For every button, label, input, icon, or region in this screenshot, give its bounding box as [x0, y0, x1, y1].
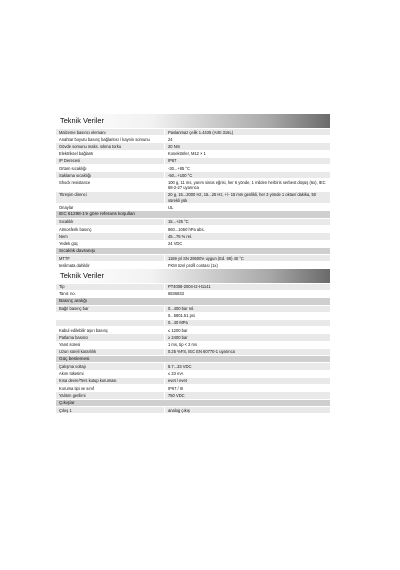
table-row: [56, 392, 330, 398]
row-value: ≥ 2400 bar: [164, 334, 330, 340]
row-value: 20 Nm: [164, 143, 330, 149]
table-row: [56, 320, 330, 326]
row-label: Çıkış 1: [59, 407, 72, 413]
table-row: [56, 306, 330, 312]
table-row: [56, 165, 330, 171]
table-row: [56, 327, 330, 333]
row-value: 15...+25 °C: [164, 219, 330, 225]
row-value: UL: [164, 204, 330, 210]
row-value: 0...5801.51 psi: [164, 313, 330, 319]
row-value: PT4008-2004-I2-H1141: [164, 284, 330, 290]
table-row: [56, 179, 330, 190]
row-value: Paslanmaz çelik 1.4435 (AISI 316L): [164, 129, 330, 135]
row-label: Titreşim direnci: [59, 192, 87, 198]
row-value: ≤ 1200 bar: [164, 327, 330, 333]
table-row: [56, 226, 330, 232]
table-row: [56, 407, 330, 413]
row-value: IP67: [164, 158, 330, 164]
spec-table-reference: [56, 219, 330, 247]
table-row: [56, 371, 330, 377]
row-label: [56, 313, 164, 319]
row-value: 0.25 %FS, IEC EN 60770-1 uyarınca: [164, 349, 330, 355]
table-row: [56, 136, 330, 142]
row-value: evet / evet: [164, 378, 330, 384]
row-label: Onaylar: [59, 204, 74, 210]
table-row: [56, 129, 330, 135]
row-label: Gövde somunu maks. sıkma torku: [59, 143, 122, 149]
row-label: Koruma tipi ve sınıf: [59, 385, 95, 391]
row-value: 0...40 MPa: [164, 320, 330, 326]
table-row: [56, 349, 330, 355]
row-label: Kabul edilebilir aşırı basınç: [59, 327, 108, 333]
row-value: Konektörler, M12 × 1: [164, 151, 330, 157]
row-label: Anahtar boyutu basınç bağlantısı / kaynin somunu: [59, 136, 150, 142]
row-label: IP Derecesi: [59, 158, 81, 164]
table-row: [56, 151, 330, 157]
row-label: MTTF: [59, 255, 70, 261]
spec-table-general: [56, 129, 330, 210]
table-row: [56, 233, 330, 239]
table-row: [56, 192, 330, 203]
row-label: Tanıt. no.: [59, 291, 76, 297]
section-title-band: [56, 114, 330, 128]
row-value: 24: [164, 136, 330, 142]
row-label: Kısa devre/Ters kutup koruması: [59, 378, 117, 384]
row-value: 100 g, 11 ms, yarım sinüs eğrisi, her 6 yönde, 1 milden herbiris serbest düşüş (6x), IEC 68-2-27 uyarınca: [164, 179, 330, 190]
row-label: Patlama basıncı: [59, 334, 89, 340]
row-label: Uzun süreli kararlılık: [59, 349, 97, 355]
row-label: Çalışma voltajı: [59, 363, 86, 369]
table-row: [56, 363, 330, 369]
table-row: [56, 284, 330, 290]
table-row: [56, 342, 330, 348]
row-label: Yalıtım gerilimi: [59, 392, 86, 398]
spec-table-type: [56, 284, 330, 297]
row-label: Saklama sıcaklığı: [59, 172, 92, 178]
section-title-2: Teknik Veriler: [60, 270, 104, 280]
table-row: [56, 241, 330, 247]
section-title-band-2: [56, 269, 330, 283]
row-label: Nem: [59, 233, 68, 239]
row-value: ≤ 23 mA: [164, 371, 330, 377]
row-value: -50...+100 °C: [164, 172, 330, 178]
row-label: Sıcaklık: [59, 219, 74, 225]
row-label: Ortam sıcaklığı: [59, 165, 87, 171]
row-label: Malzeme basıncı elemanı: [59, 129, 106, 135]
row-label: Tip: [59, 284, 65, 290]
table-row: [56, 158, 330, 164]
section-title: Teknik Veriler: [60, 116, 104, 125]
row-label: Yanıt süresi: [59, 342, 81, 348]
row-value: 860...1060 hPa abs.: [164, 226, 330, 232]
row-label: Atmosferik basınç: [59, 226, 92, 232]
table-row: [56, 385, 330, 391]
row-label: Bağıl basınç bar: [59, 306, 89, 312]
row-value: 20 g, 15...2000 Hz, 15...25 Hz, +/- 15 mm genlikli, her 3 yönde 1 oktav/ dakika, 50 sürekli yük: [164, 192, 330, 203]
table-row: [56, 204, 330, 210]
row-label: Elektriksel bağlantı: [59, 151, 94, 157]
row-value: 8.7...33 VDC: [164, 363, 330, 369]
subheader-pressure-range: Basınç aralığı: [56, 298, 330, 305]
row-label: Akım tüketimi: [59, 371, 84, 377]
row-value: 1 ms, tip < 2 ms: [164, 342, 330, 348]
table-row: [56, 334, 330, 340]
row-value: 1169 yıl SN 29500'e uygun (Ed. 99) 40 °C: [164, 255, 330, 261]
spec-table-temperature: [56, 255, 330, 268]
table-row: [56, 378, 330, 384]
table-row: [56, 172, 330, 178]
subheader-reference-conditions: IEC 61298-1'e göre referans koşulları: [56, 211, 330, 218]
table-row: [56, 143, 330, 149]
subheader-temperature-behaviour: Sıcaklık davranışı: [56, 248, 330, 255]
spec-table-outputs: [56, 407, 330, 413]
row-value: 0...400 bar rel.: [164, 306, 330, 312]
row-label: Shock resistance: [59, 179, 91, 185]
row-label: teslimata dahildir: [59, 262, 90, 268]
spec-table-pressure: [56, 306, 330, 355]
table-row: [56, 291, 330, 297]
row-value: FKM özel profil contası (1x): [164, 262, 330, 268]
subheader-power-supply: Güç beslemesi: [56, 356, 330, 363]
row-value: -30...+85 °C: [164, 165, 330, 171]
row-value: IP67 / III: [164, 385, 330, 391]
row-label: Yedek güç: [59, 241, 78, 247]
datasheet-page: [56, 114, 330, 413]
row-label: [56, 320, 164, 326]
row-value: 24 VDC: [164, 241, 330, 247]
row-value: 45...75 % rel.: [164, 233, 330, 239]
table-row: [56, 255, 330, 261]
row-value: 6836833: [164, 291, 330, 297]
row-value: analog çıkış: [164, 407, 330, 413]
spec-table-power: [56, 363, 330, 398]
table-row: [56, 313, 330, 319]
table-row: [56, 219, 330, 225]
subheader-outputs: Çıkışlar: [56, 400, 330, 407]
row-value: 750 VDC: [164, 392, 330, 398]
